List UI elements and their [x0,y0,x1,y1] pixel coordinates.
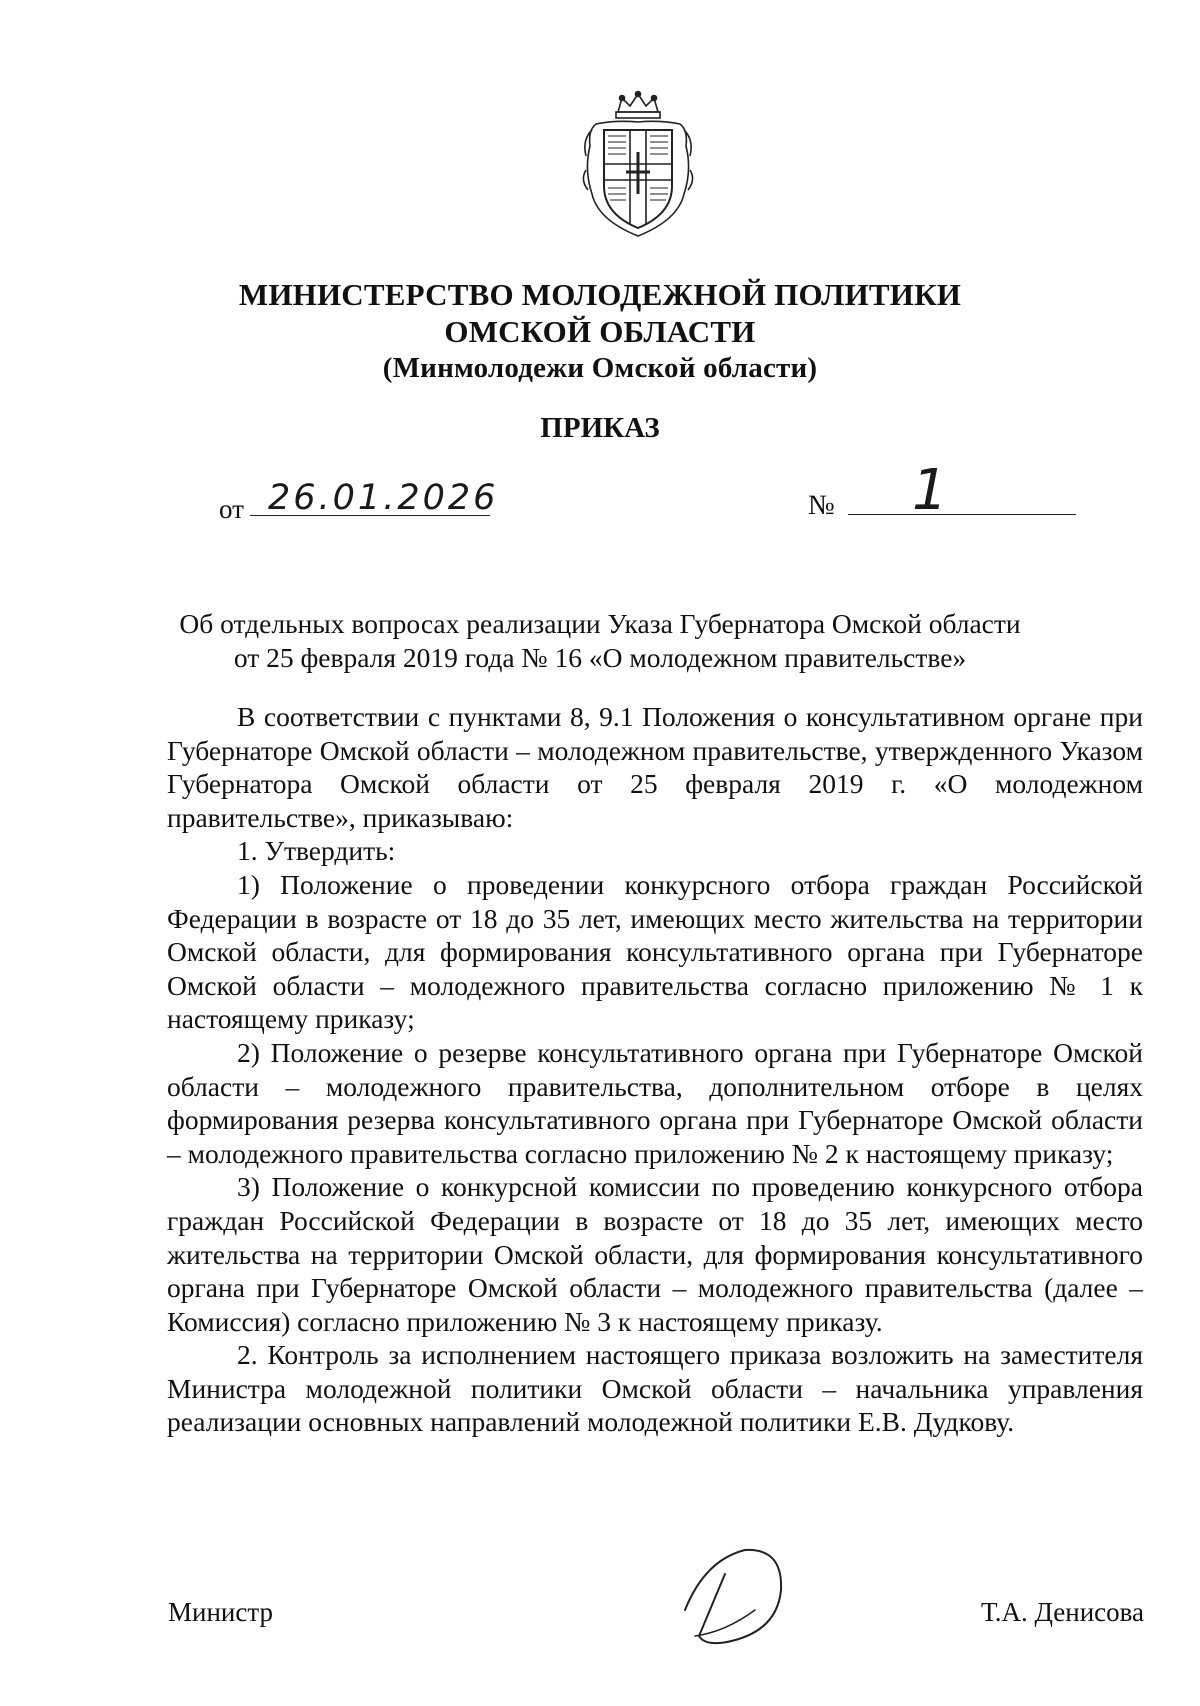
date-label: от [219,494,244,524]
subject-line2: от 25 февраля 2019 года № 16 «О молодежном правительстве» [233,642,967,673]
ministry-name-line2: ОМСКОЙ ОБЛАСТИ [444,314,756,349]
item-1-1: 1) Положение о проведении конкурсного отбора граждан Российской Федерации в возрасте от 18 до 35 лет, имеющих место жительства на территории Омской области, для формирования консультативного органа при Губернаторе Омской области – молодежного правительства согласно приложению № 1 к настоящему приказу; [167,868,1143,1035]
handwritten-signature-icon [665,1540,795,1655]
signatory-title: Министр [168,1597,273,1627]
number-label: № [808,490,835,521]
item-1-3: 3) Положение о конкурсной комиссии по проведению конкурсного отбора граждан Российской Федерации в возрасте от 18 до 35 лет, имеющих место жительства на территории Омской области, для формирования консультативного органа при Губернаторе Омской области – молодежного правительства (далее – Комиссия) согласно приложению № 3 к настоящему приказу. [167,1171,1143,1337]
number-underline [848,514,1076,515]
ministry-short-name: (Минмолодежи Омской области) [382,352,818,384]
order-number: 1 [912,458,948,523]
order-body [167,700,1143,1439]
signatory-name: Т.А. Денисова [980,1597,1144,1627]
item-1-2: 2) Положение о резерве консультативного органа при Губернаторе Омской области – молодежного правительства, дополнительном отборе в целях формирования резерва консультативного органа при Губернаторе Омской области – молодежного правительства согласно приложению № 2 к настоящему приказу; [167,1036,1143,1169]
preamble-paragraph: В соответствии с пунктами 8, 9.1 Положения о консультативном органе при Губернаторе Омской области – молодежном правительстве, утвержденного Указом Губернатора Омской области от 25 февраля 2019 г. «О молодежном правительстве», приказываю: [167,701,1143,833]
ministry-name-line1: МИНИСТЕРСТВО МОЛОДЕЖНОЙ ПОЛИТИКИ [238,277,962,312]
item-2: 2. Контроль за исполнением настоящего приказа возложить на заместителя Министра молодежной политики Омской области – начальника управления реализации основных направлений молодежной политики Е.В. Дудкову. [167,1339,1143,1438]
coat-of-arms-emblem-icon [578,90,698,240]
order-date: 26.01.2026 [268,478,499,518]
subject-line1: Об отдельных вопросах реализации Указа Губернатора Омской области [179,608,1021,639]
document-type-title: ПРИКАЗ [540,412,660,444]
item-1: 1. Утвердить: [237,835,396,867]
